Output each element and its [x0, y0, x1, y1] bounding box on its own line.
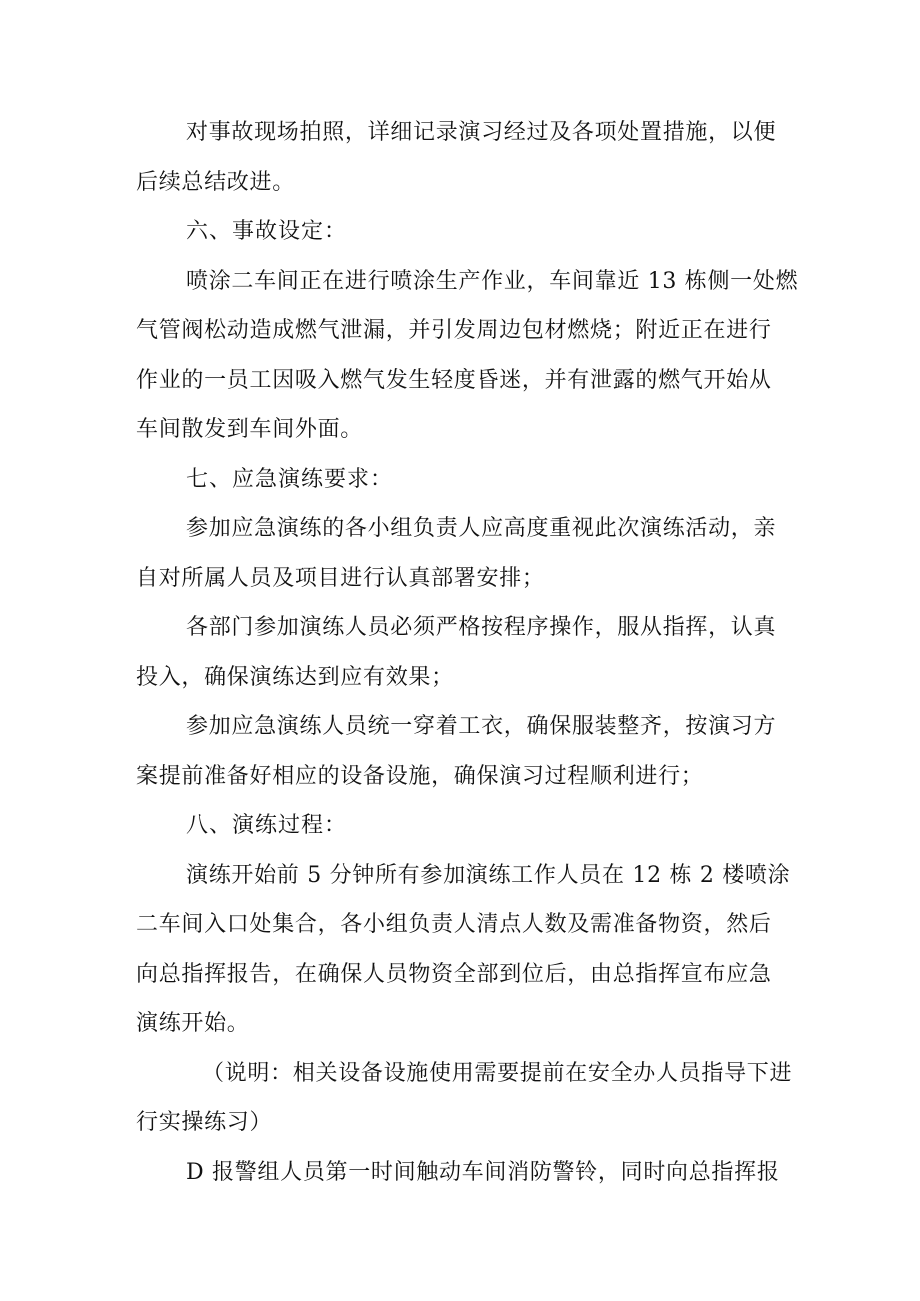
paragraph-process-line-4: 演练开始。 — [136, 1011, 250, 1036]
paragraph-photo-record-line-1: 对事故现场拍照，详细记录演习经过及各项处置措施，以便 — [186, 120, 777, 145]
paragraph-requirement-1-line-2: 自对所属人员及项目进行认真部署安排； — [136, 565, 545, 591]
section-heading-accident-setting: 六、事故设定： — [186, 219, 348, 244]
paragraph-note-line-2: 行实操练习） — [136, 1110, 273, 1135]
paragraph-accident-line-3: 作业的一员工因吸入燃气发生轻度昏迷，并有泄露的燃气开始从 — [136, 367, 772, 393]
paragraph-requirement-2-line-1: 各部门参加演练人员必须严格按程序操作，服从指挥，认真 — [186, 615, 777, 640]
paragraph-accident-line-2: 气管阀松动造成燃气泄漏，并引发周边包材燃烧；附近正在进行 — [136, 318, 772, 343]
paragraph-photo-record-line-2: 后续总结改进。 — [136, 169, 295, 195]
paragraph-process-line-3: 向总指挥报告，在确保人员物资全部到位后，由总指挥宣布应急 — [136, 961, 772, 987]
paragraph-accident-line-4: 车间散发到车间外面。 — [136, 417, 364, 442]
paragraph-requirement-3-line-1: 参加应急演练人员统一穿着工衣，确保服装整齐，按演习方 — [186, 714, 777, 739]
paragraph-accident-line-1: 喷涂二车间正在进行喷涂生产作业，车间靠近 13 栋侧一处燃 — [186, 268, 799, 294]
paragraph-process-line-1: 演练开始前 5 分钟所有参加演练工作人员在 12 栋 2 楼喷涂 — [186, 862, 791, 888]
section-heading-drill-requirements: 七、应急演练要求： — [186, 466, 394, 492]
paragraph-alarm-group-line-1: D 报警组人员第一时间触动车间消防警铃，同时向总指挥报 — [186, 1159, 780, 1185]
paragraph-note-line-1: （说明：相关设备设施使用需要提前在安全办人员指导下进 — [202, 1060, 793, 1086]
paragraph-requirement-3-line-2: 案提前准备好相应的设备设施，确保演习过程顺利进行； — [136, 763, 704, 789]
paragraph-requirement-1-line-1: 参加应急演练的各小组负责人应高度重视此次演练活动，亲 — [186, 516, 777, 541]
section-heading-drill-process: 八、演练过程： — [186, 813, 348, 838]
document-body — [136, 108, 799, 1197]
paragraph-process-line-2: 二车间入口处集合，各小组负责人清点人数及需准备物资，然后 — [136, 912, 772, 937]
paragraph-requirement-2-line-2: 投入，确保演练达到应有效果； — [136, 664, 454, 690]
